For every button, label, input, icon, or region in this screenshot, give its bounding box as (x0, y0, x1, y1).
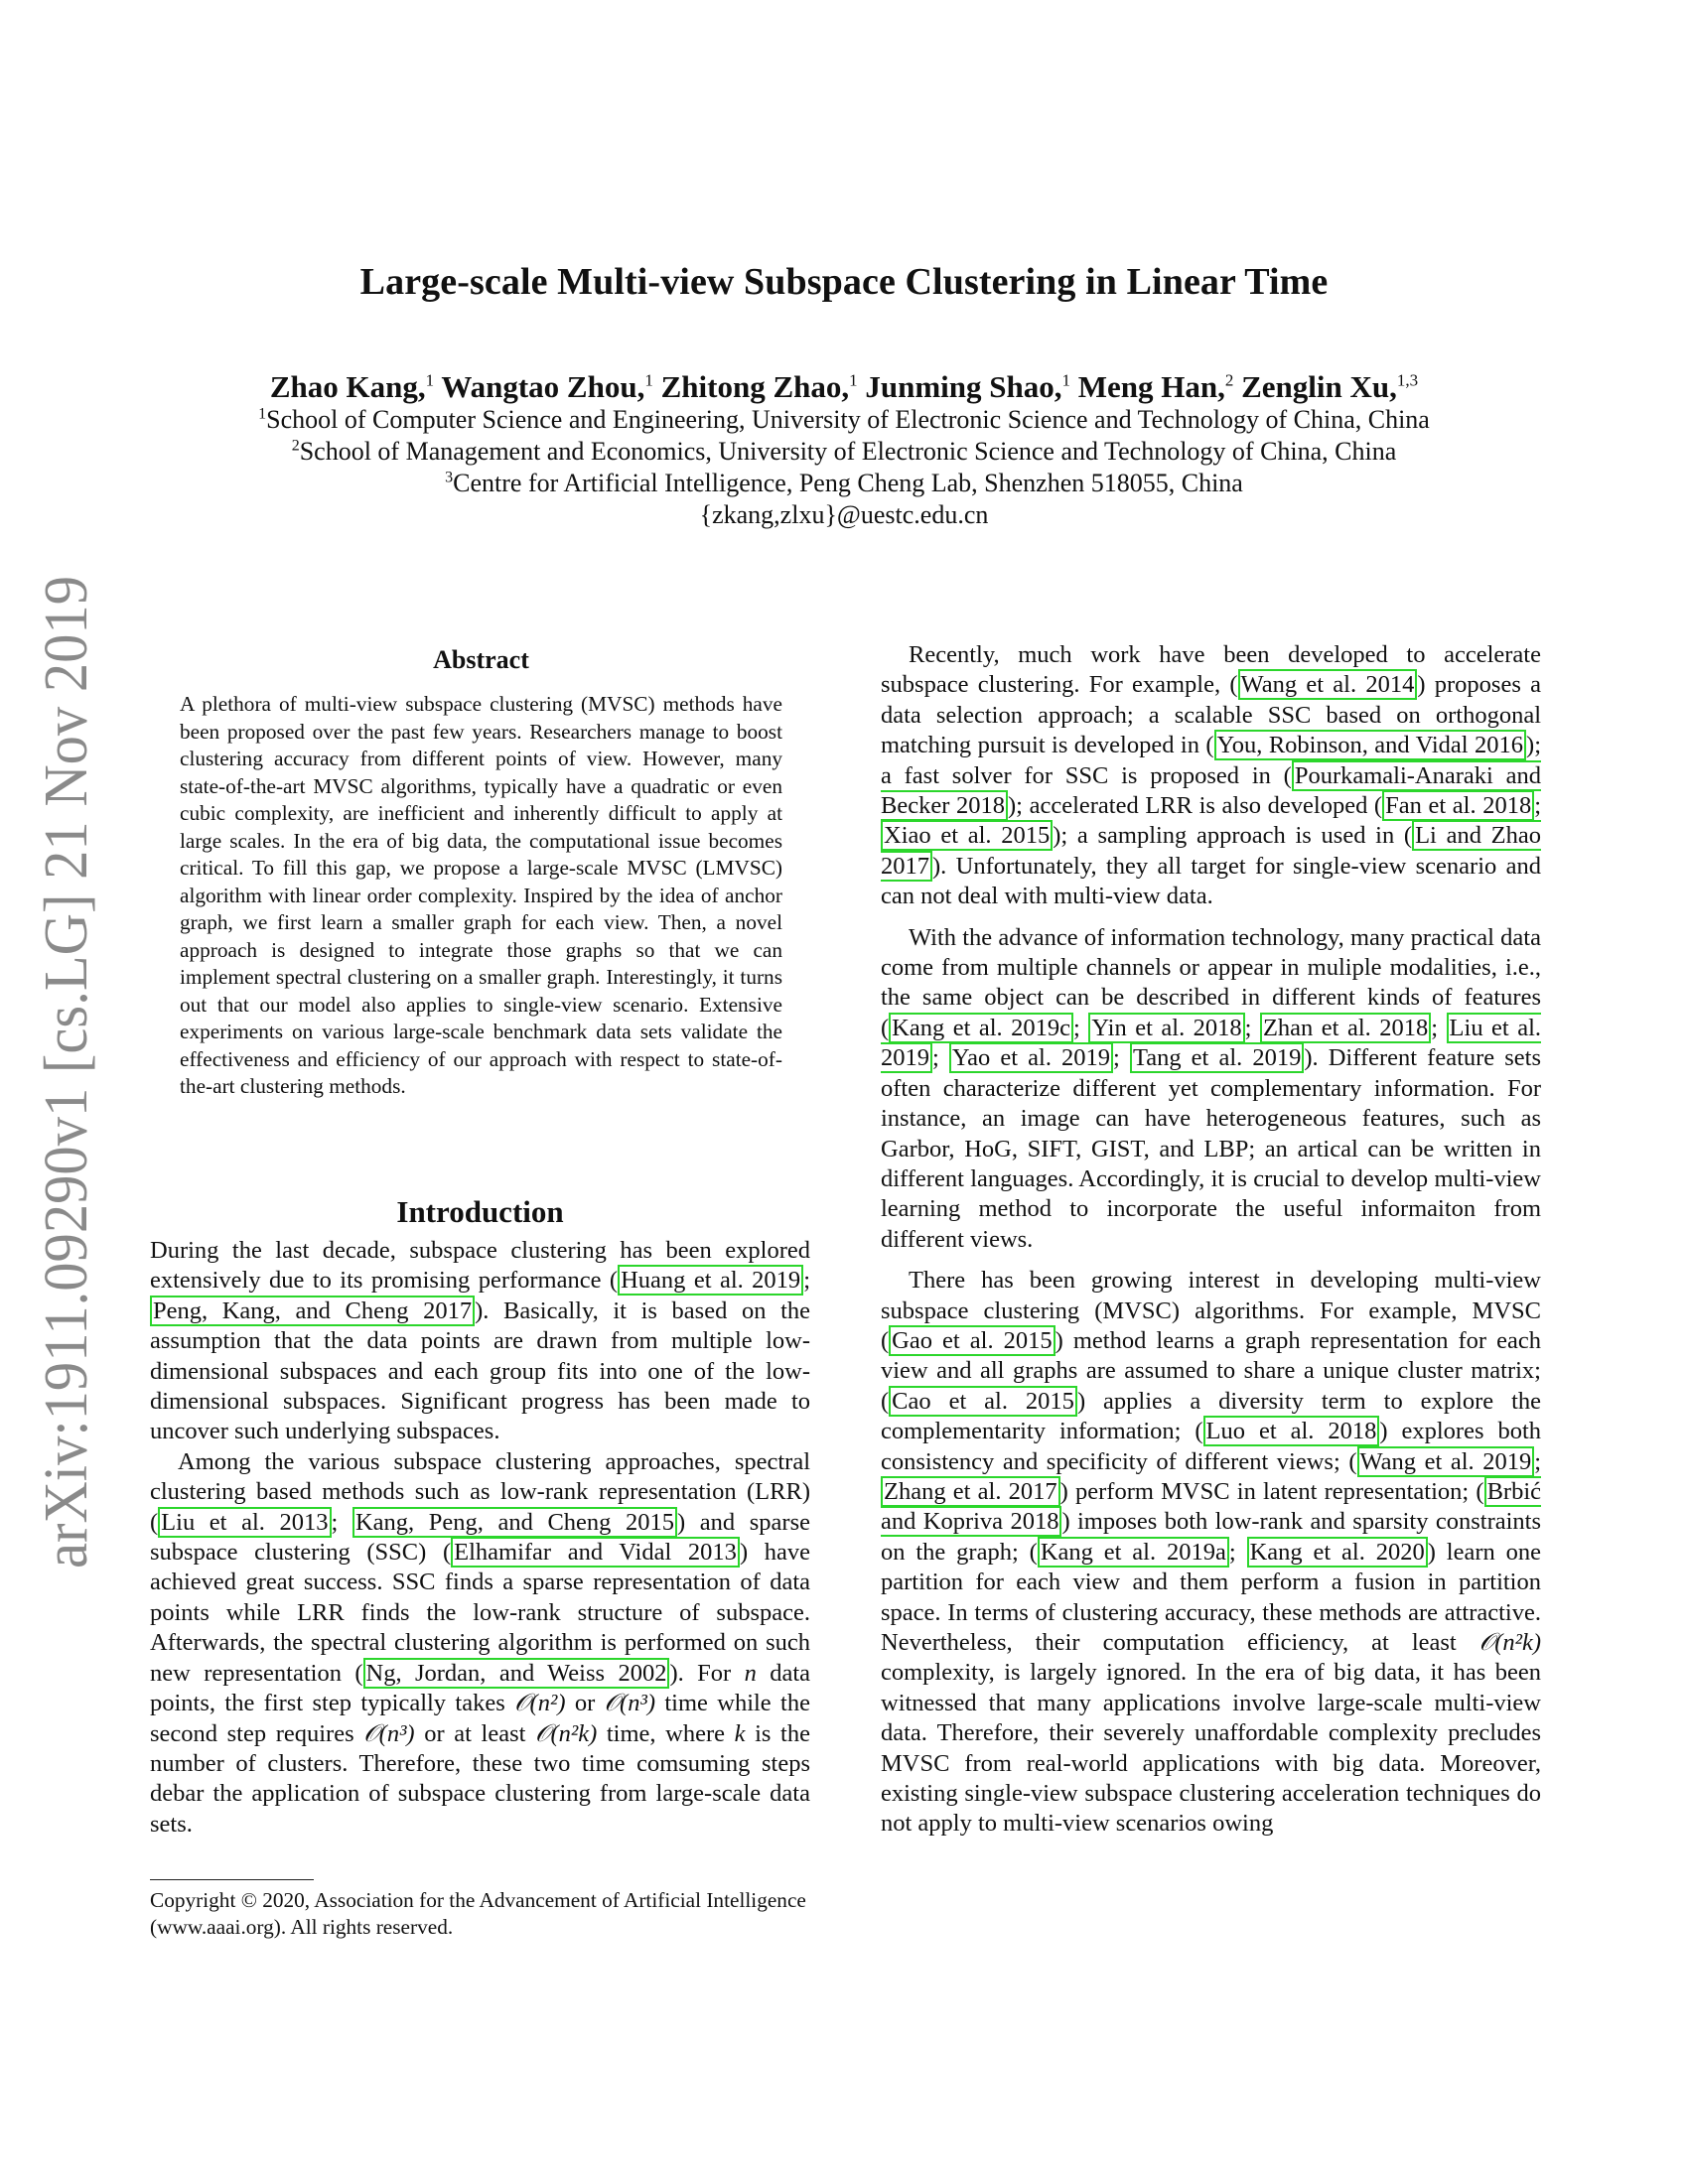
citation-link[interactable]: Ng, Jordan, and Weiss 2002 (363, 1658, 670, 1689)
citation-link[interactable]: Zhan et al. 2018 (1260, 1013, 1431, 1043)
author-affiliation-sup: 1 (425, 370, 435, 390)
citation-link[interactable]: Zhang et al. 2017 (881, 1476, 1060, 1507)
author-name: Zenglin Xu, (1241, 369, 1397, 404)
citation-link[interactable]: Brbić and Kopriva 2018 (881, 1477, 1541, 1536)
citation-link[interactable]: Xiao et al. 2015 (881, 820, 1053, 851)
left-column-body (150, 1236, 810, 1840)
citation-link[interactable]: Fan et al. 2018 (1382, 790, 1534, 821)
author-affiliation-sup: 2 (1224, 370, 1234, 390)
affiliation-2-sup: 2 (291, 437, 300, 455)
author-name: Wangtao Zhou, (441, 369, 645, 404)
citation-link[interactable]: Yin et al. 2018 (1088, 1013, 1244, 1043)
citation-link[interactable]: Kang et al. 2020 (1247, 1537, 1428, 1568)
math-expression: 𝒪(n²k) (535, 1719, 598, 1747)
author-email: {zkang,zlxu}@uestc.edu.cn (699, 500, 989, 529)
abstract-heading: Abstract (433, 645, 529, 674)
introduction-heading: Introduction (396, 1194, 564, 1229)
math-expression: 𝒪(n³) (604, 1690, 655, 1717)
intro-paragraph-1: During the last decade, subspace clustering has been explored extensively due to its promising performance ( Huang et al. 2019 ; Peng, Kang, and Cheng 2017 ). Basically, it is based on the assumption that the data points are drawn from multiple low-dimensional subspaces and each group fits into one of the low-dimensional subspaces. Significant progress has been made to uncover such underlying subspaces. (150, 1237, 810, 1445)
citation-link[interactable]: Li and Zhao 2017 (881, 822, 1541, 880)
citation-link[interactable]: Liu et al. 2013 (158, 1507, 331, 1538)
arxiv-stamp-text: arXiv:1911.09290v1 [cs.LG] 21 Nov 2019 (33, 517, 100, 1569)
affiliation-3-sup: 3 (445, 469, 454, 486)
citation-link[interactable]: Yao et al. 2019 (949, 1042, 1113, 1073)
citation-link[interactable]: You, Robinson, and Vidal 2016 (1214, 730, 1526, 760)
math-expression: 𝒪(n²k) (1478, 1629, 1541, 1656)
right-paragraph-1: Recently, much work have been developed to accelerate subspace clustering. For example, ( Wang et al. 2014 ) proposes a data selection approach; a scalable SSC based on orthogonal matching pursuit is developed in ( You, Robinson, and Vidal 2016 ); a fast solver for SSC is proposed in ( Pourkamali-Anaraki and Becker 2018 ); accelerated LRR is also developed ( Fan et al. 2018 ; Xiao et al. 2015 ); a sampling approach is used in ( Li and Zhao 2017 ). Unfortunately, they all target for single-view scenario and can not deal with multi-view data. (881, 641, 1542, 910)
affiliation-1-text: School of Computer Science and Engineering, University of Electronic Science and Technology of China, China (266, 405, 1430, 434)
citation-link[interactable]: Huang et al. 2019 (618, 1265, 803, 1296)
math-expression: 𝒪(n³) (363, 1719, 415, 1747)
citation-link[interactable]: Pourkamali-Anaraki and Becker 2018 (881, 761, 1541, 820)
affiliation-2-text: School of Management and Economics, University of Electronic Science and Technology of China, China (299, 437, 1397, 466)
math-expression: 𝒪(n²) (514, 1690, 566, 1717)
math-expression: n (744, 1659, 757, 1687)
author-affiliation-sup: 1,3 (1396, 370, 1419, 390)
citation-link[interactable]: Gao et al. 2015 (889, 1325, 1055, 1356)
affiliation-2 (149, 437, 1539, 467)
citation-link[interactable]: Wang et al. 2014 (1238, 669, 1418, 700)
author-name: Zhitong Zhao, (660, 369, 850, 404)
citation-link[interactable]: Liu et al. 2019 (881, 1014, 1542, 1072)
author-list (149, 369, 1539, 405)
citation-link[interactable]: Elhamifar and Vidal 2013 (451, 1537, 740, 1568)
citation-link[interactable]: Tang et al. 2019 (1130, 1042, 1304, 1073)
affiliation-3-text: Centre for Artificial Intelligence, Peng Cheng Lab, Shenzhen 518055, China (453, 469, 1243, 497)
right-column-body (881, 640, 1541, 1840)
author-name: Zhao Kang, (269, 369, 426, 404)
author-affiliation-sup: 1 (849, 370, 858, 390)
intro-paragraph-2: Among the various subspace clustering approaches, spectral clustering based methods such as low-rank representation (LRR) ( Liu et al. 2013 ; Kang, Peng, and Cheng 2015 ) and sparse subspace clustering (SSC) ( Elhamifar and Vidal 2013 ) have achieved great success. SSC finds a sparse representation of data points while LRR finds the low-rank structure of subspace. Afterwards, the spectral clustering algorithm is performed on such new representation ( Ng, Jordan, and Weiss 2002 ). For n data points, the first step typically takes 𝒪(n²) or 𝒪(n³) time while the second step requires 𝒪(n³) or at least 𝒪(n²k) time, where k is the number of clusters. Therefore, these two time comsuming steps debar the application of subspace clustering from large-scale data sets. (150, 1447, 811, 1838)
copyright-notice: Copyright © 2020, Association for the Advancement of Artificial Intelligence (www.aaai.org). All rights reserved. (150, 1888, 806, 1939)
citation-link[interactable]: Luo et al. 2018 (1203, 1416, 1380, 1446)
affiliation-3 (149, 469, 1539, 498)
paper-title: Large-scale Multi-view Subspace Clustering in Linear Time (359, 261, 1329, 303)
citation-link[interactable]: Kang et al. 2019a (1038, 1537, 1229, 1568)
arxiv-side-stamp (33, 517, 100, 1569)
author-name: Junming Shao, (865, 369, 1062, 404)
citation-link[interactable]: Kang, Peng, and Cheng 2015 (352, 1507, 677, 1538)
author-affiliation-sup: 1 (1061, 370, 1070, 390)
author-affiliation-sup: 1 (644, 370, 653, 390)
affiliation-1-sup: 1 (258, 405, 267, 423)
citation-link[interactable]: Wang et al. 2019 (1357, 1446, 1535, 1477)
right-paragraph-2: With the advance of information technology, many practical data come from multiple channels or appear in muliple modalities, i.e., the same object can be described in different kinds of features ( Kang et al. 2019c ; Yin et al. 2018 ; Zhan et al. 2018 ; Liu et al. 2019 ; Yao et al. 2019 ; Tang et al. 2019 ). Different feature sets often characterize different yet complementary information. For instance, an image can have heterogeneous features, such as Garbor, HoG, SIFT, GIST, and LBP; an artical can be written in different languages. Accordingly, it is crucial to develop multi-view learning method to incorporate the useful informaiton from different views. (881, 923, 1542, 1253)
right-paragraph-3: There has been growing interest in developing multi-view subspace clustering (MVSC) algorithms. For example, MVSC ( Gao et al. 2015 ) method learns a graph representation for each view and all graphs are assumed to share a unique cluster matrix; ( Cao et al. 2015 ) applies a diversity term to explore the complementarity information; ( Luo et al. 2018 ) explores both consistency and specificity of different views; ( Wang et al. 2019 ; Zhang et al. 2017 ) perform MVSC in latent representation; ( Brbić and Kopriva 2018 ) imposes both low-rank and sparsity constraints on the graph; ( Kang et al. 2019a ; Kang et al. 2020 ) learn one partition for each view and them perform a fusion in partition space. In terms of clustering accuracy, these methods are attractive. Nevertheless, their computation efficiency, at least 𝒪(n²k) complexity, is largely ignored. In the era of big data, it has been witnessed that many applications involve large-scale multi-view data. Therefore, their severely unaffordable complexity precludes MVSC from real-world applications with big data. Moreover, existing single-view subspace clustering acceleration techniques do not apply to multi-view scenarios owing (881, 1267, 1542, 1838)
math-expression: k (734, 1719, 746, 1747)
affiliation-1 (149, 405, 1539, 435)
citation-link[interactable]: Cao et al. 2015 (889, 1386, 1077, 1417)
footnote-rule (150, 1879, 314, 1880)
author-name: Meng Han, (1077, 369, 1225, 404)
abstract-text: A plethora of multi-view subspace clustering (MVSC) methods have been proposed over the past few years. Researchers manage to boost clustering accuracy from different points of view. However, many state-of-the-art MVSC algorithms, typically have a quadratic or even cubic complexity, are inefficient and inherently difficult to apply at large scales. In the era of big data, the computational issue becomes critical. To fill this gap, we propose a large-scale MVSC (LMVSC) algorithm with linear order complexity. Inspired by the idea of anchor graph, we first learn a smaller graph for each view. Then, a novel approach is designed to integrate those graphs so that we can implement spectral clustering on a smaller graph. Interestingly, it turns out that our model also applies to single-view scenario. Extensive experiments on various large-scale benchmark data sets validate the effectiveness and efficiency of our approach with respect to state-of-the-art clustering methods. (180, 692, 782, 1098)
citation-link[interactable]: Peng, Kang, and Cheng 2017 (150, 1296, 475, 1326)
citation-link[interactable]: Kang et al. 2019c (889, 1013, 1073, 1043)
